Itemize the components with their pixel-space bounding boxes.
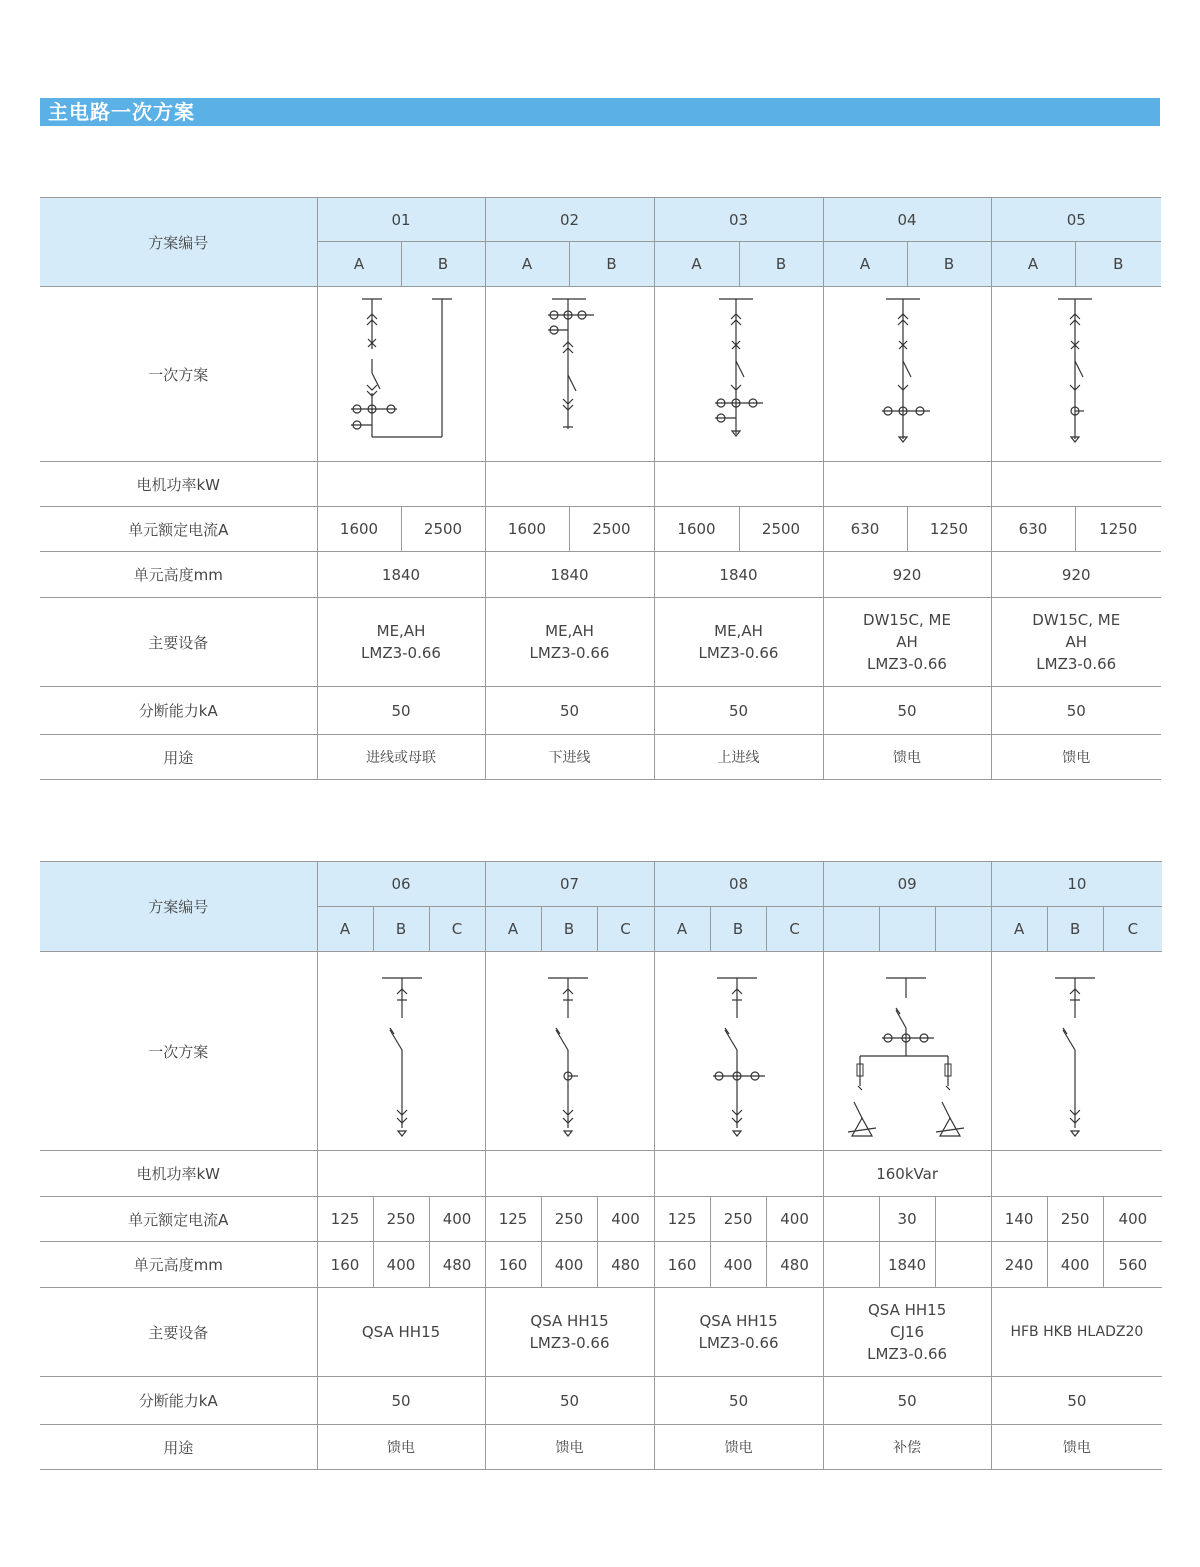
- height-value: 1840: [654, 552, 823, 598]
- diagram-cell-03: [654, 287, 823, 462]
- sub-column: C: [597, 907, 654, 952]
- equipment-cell: [823, 598, 991, 687]
- equipment-cell: [654, 598, 823, 687]
- scheme-number: 04: [823, 198, 991, 242]
- height-value: 240: [991, 1242, 1047, 1288]
- current-value: [935, 1197, 991, 1242]
- circuit-diagram-10: [993, 956, 1161, 1146]
- equipment-line: DW15C, ME: [1032, 611, 1121, 629]
- scheme-number: 01: [317, 198, 485, 242]
- sub-column: B: [401, 242, 485, 287]
- diagram-cell-10: [991, 952, 1162, 1151]
- equipment-line: ME,AH: [545, 622, 594, 640]
- height-value: 160: [485, 1242, 541, 1288]
- sub-column: B: [907, 242, 991, 287]
- height-value: 920: [991, 552, 1161, 598]
- sub-column: A: [485, 242, 569, 287]
- scheme-table-2: [40, 861, 1162, 1470]
- breaking-value: 50: [823, 1377, 991, 1425]
- current-value: 630: [991, 507, 1075, 552]
- section-title-bar: [40, 98, 1160, 126]
- current-value: [823, 1197, 879, 1242]
- sub-column: B: [739, 242, 823, 287]
- motor-power-cell: [823, 462, 991, 507]
- current-value: 250: [710, 1197, 766, 1242]
- equipment-line: LMZ3-0.66: [698, 1334, 779, 1352]
- equipment-cell: [317, 1288, 485, 1377]
- motor-power-cell: [654, 462, 823, 507]
- equipment-line: QSA HH15: [867, 1301, 947, 1319]
- sub-column: B: [541, 907, 597, 952]
- sub-column: [879, 907, 935, 952]
- equipment-line: LMZ3-0.66: [867, 1345, 948, 1363]
- current-value: 630: [823, 507, 907, 552]
- circuit-diagram-04: [824, 289, 992, 459]
- height-value: 480: [429, 1242, 485, 1288]
- equipment-cell: [991, 598, 1161, 687]
- usage-value: 馈电: [654, 1425, 823, 1470]
- diagram-cell-02: [485, 287, 654, 462]
- equipment-cell: [317, 598, 485, 687]
- label-motor-power: 电机功率kW: [40, 462, 317, 507]
- equipment-cell: [485, 598, 654, 687]
- equipment-line: LMZ3-0.66: [361, 644, 441, 662]
- breaking-value: 50: [485, 1377, 654, 1425]
- label-breaking: 分断能力kA: [40, 687, 317, 735]
- sub-column: A: [485, 907, 541, 952]
- diagram-cell-05: [991, 287, 1161, 462]
- current-value: 1250: [907, 507, 991, 552]
- breaking-value: 50: [485, 687, 654, 735]
- diagram-cell-08: [654, 952, 823, 1151]
- usage-value: 馈电: [991, 1425, 1162, 1470]
- height-value: 480: [766, 1242, 823, 1288]
- usage-value: 进线或母联: [317, 735, 485, 780]
- scheme-number: 03: [654, 198, 823, 242]
- height-value: [823, 1242, 879, 1288]
- sub-column: C: [1103, 907, 1162, 952]
- height-value: 400: [1047, 1242, 1103, 1288]
- label-motor-power: 电机功率kW: [40, 1151, 317, 1197]
- equipment-line: ME,AH: [714, 622, 763, 640]
- motor-power-cell: [991, 462, 1161, 507]
- label-usage: 用途: [40, 1425, 317, 1470]
- current-value: 250: [373, 1197, 429, 1242]
- equipment-line: QSA HH15: [530, 1312, 609, 1330]
- scheme-number: 06: [317, 862, 485, 907]
- label-rated-current: 单元额定电流A: [40, 1197, 317, 1242]
- scheme-number: 07: [485, 862, 654, 907]
- label-unit-height: 单元高度mm: [40, 552, 317, 598]
- circuit-diagram-02: [486, 289, 654, 459]
- motor-power-cell: [654, 1151, 823, 1197]
- label-primary: 一次方案: [40, 287, 317, 462]
- motor-power-cell: [485, 462, 654, 507]
- current-value: 1250: [1075, 507, 1161, 552]
- current-value: 1600: [317, 507, 401, 552]
- circuit-diagram-05: [992, 289, 1160, 459]
- motor-power-value: 160kVar: [823, 1151, 991, 1197]
- sub-column: A: [317, 242, 401, 287]
- label-rated-current: 单元额定电流A: [40, 507, 317, 552]
- sub-column: B: [710, 907, 766, 952]
- current-value: 125: [485, 1197, 541, 1242]
- label-scheme-no: 方案编号: [40, 862, 317, 952]
- motor-power-cell: [317, 462, 485, 507]
- equipment-line: DW15C, ME: [863, 611, 951, 629]
- circuit-diagram-08: [655, 956, 823, 1146]
- scheme-number: 05: [991, 198, 1161, 242]
- equipment-line: ME,AH: [376, 622, 426, 640]
- label-usage: 用途: [40, 735, 317, 780]
- sub-column: [823, 907, 879, 952]
- current-value: 2500: [401, 507, 485, 552]
- equipment-line: HFB HKB HLADZ20: [1010, 1324, 1144, 1340]
- current-value: 2500: [569, 507, 654, 552]
- circuit-diagram-06: [318, 956, 486, 1146]
- breaking-value: 50: [991, 687, 1161, 735]
- height-value: 920: [823, 552, 991, 598]
- height-value: 160: [654, 1242, 710, 1288]
- current-value: 30: [879, 1197, 935, 1242]
- label-primary: 一次方案: [40, 952, 317, 1151]
- breaking-value: 50: [823, 687, 991, 735]
- usage-value: 馈电: [991, 735, 1161, 780]
- equipment-line: AH: [896, 633, 918, 651]
- current-value: 1600: [654, 507, 739, 552]
- label-scheme-no: 方案编号: [40, 198, 317, 287]
- diagram-cell-09: [823, 952, 991, 1151]
- label-unit-height: 单元高度mm: [40, 1242, 317, 1288]
- current-value: 125: [317, 1197, 373, 1242]
- scheme-number: 10: [991, 862, 1162, 907]
- equipment-line: LMZ3-0.66: [529, 1334, 610, 1352]
- breaking-value: 50: [991, 1377, 1162, 1425]
- sub-column: C: [766, 907, 823, 952]
- sub-column: A: [654, 242, 739, 287]
- diagram-cell-06: [317, 952, 485, 1151]
- motor-power-cell: [485, 1151, 654, 1197]
- breaking-value: 50: [654, 687, 823, 735]
- motor-power-cell: [317, 1151, 485, 1197]
- diagram-cell-04: [823, 287, 991, 462]
- section-title: 主电路一次方案: [48, 100, 195, 124]
- equipment-cell: [991, 1288, 1162, 1377]
- equipment-cell: [823, 1288, 991, 1377]
- sub-column: A: [823, 242, 907, 287]
- circuit-diagram-07: [486, 956, 654, 1146]
- scheme-table-1: [40, 197, 1161, 780]
- sub-column: B: [569, 242, 654, 287]
- height-value: 160: [317, 1242, 373, 1288]
- height-value: 400: [373, 1242, 429, 1288]
- current-value: 250: [1047, 1197, 1103, 1242]
- breaking-value: 50: [317, 1377, 485, 1425]
- usage-value: 补偿: [823, 1425, 991, 1470]
- label-breaking: 分断能力kA: [40, 1377, 317, 1425]
- usage-value: 上进线: [654, 735, 823, 780]
- equipment-line: LMZ3-0.66: [867, 655, 947, 673]
- sub-column: A: [317, 907, 373, 952]
- equipment-cell: [654, 1288, 823, 1377]
- diagram-cell-07: [485, 952, 654, 1151]
- circuit-diagram-03: [655, 289, 823, 459]
- height-value: 480: [597, 1242, 654, 1288]
- equipment-line: CJ16: [890, 1323, 925, 1341]
- height-value: 1840: [485, 552, 654, 598]
- circuit-diagram-01: [318, 289, 486, 459]
- current-value: 250: [541, 1197, 597, 1242]
- height-value: 400: [541, 1242, 597, 1288]
- sub-column: [935, 907, 991, 952]
- current-value: 140: [991, 1197, 1047, 1242]
- height-value: 1840: [879, 1242, 935, 1288]
- diagram-cell-01: [317, 287, 485, 462]
- equipment-cell: [485, 1288, 654, 1377]
- usage-value: 下进线: [485, 735, 654, 780]
- height-value: 560: [1103, 1242, 1162, 1288]
- scheme-number: 09: [823, 862, 991, 907]
- sub-column: C: [429, 907, 485, 952]
- label-main-equipment: 主要设备: [40, 598, 317, 687]
- height-value: 400: [710, 1242, 766, 1288]
- breaking-value: 50: [654, 1377, 823, 1425]
- motor-power-cell: [991, 1151, 1162, 1197]
- current-value: 400: [766, 1197, 823, 1242]
- equipment-line: QSA HH15: [699, 1312, 778, 1330]
- label-main-equipment: 主要设备: [40, 1288, 317, 1377]
- equipment-line: LMZ3-0.66: [698, 644, 779, 662]
- sub-column: A: [991, 242, 1075, 287]
- scheme-number: 02: [485, 198, 654, 242]
- current-value: 400: [1103, 1197, 1162, 1242]
- sub-column: B: [1047, 907, 1103, 952]
- current-value: 2500: [739, 507, 823, 552]
- sub-column: A: [991, 907, 1047, 952]
- sub-column: B: [373, 907, 429, 952]
- equipment-line: LMZ3-0.66: [529, 644, 610, 662]
- current-value: 1600: [485, 507, 569, 552]
- equipment-line: LMZ3-0.66: [1036, 655, 1117, 673]
- current-value: 125: [654, 1197, 710, 1242]
- usage-value: 馈电: [823, 735, 991, 780]
- current-value: 400: [597, 1197, 654, 1242]
- scheme-number: 08: [654, 862, 823, 907]
- circuit-diagram-09: [824, 956, 992, 1146]
- equipment-line: AH: [1065, 633, 1088, 651]
- height-value: [935, 1242, 991, 1288]
- usage-value: 馈电: [485, 1425, 654, 1470]
- breaking-value: 50: [317, 687, 485, 735]
- sub-column: A: [654, 907, 710, 952]
- height-value: 1840: [317, 552, 485, 598]
- sub-column: B: [1075, 242, 1161, 287]
- usage-value: 馈电: [317, 1425, 485, 1470]
- current-value: 400: [429, 1197, 485, 1242]
- equipment-line: QSA HH15: [361, 1323, 441, 1341]
